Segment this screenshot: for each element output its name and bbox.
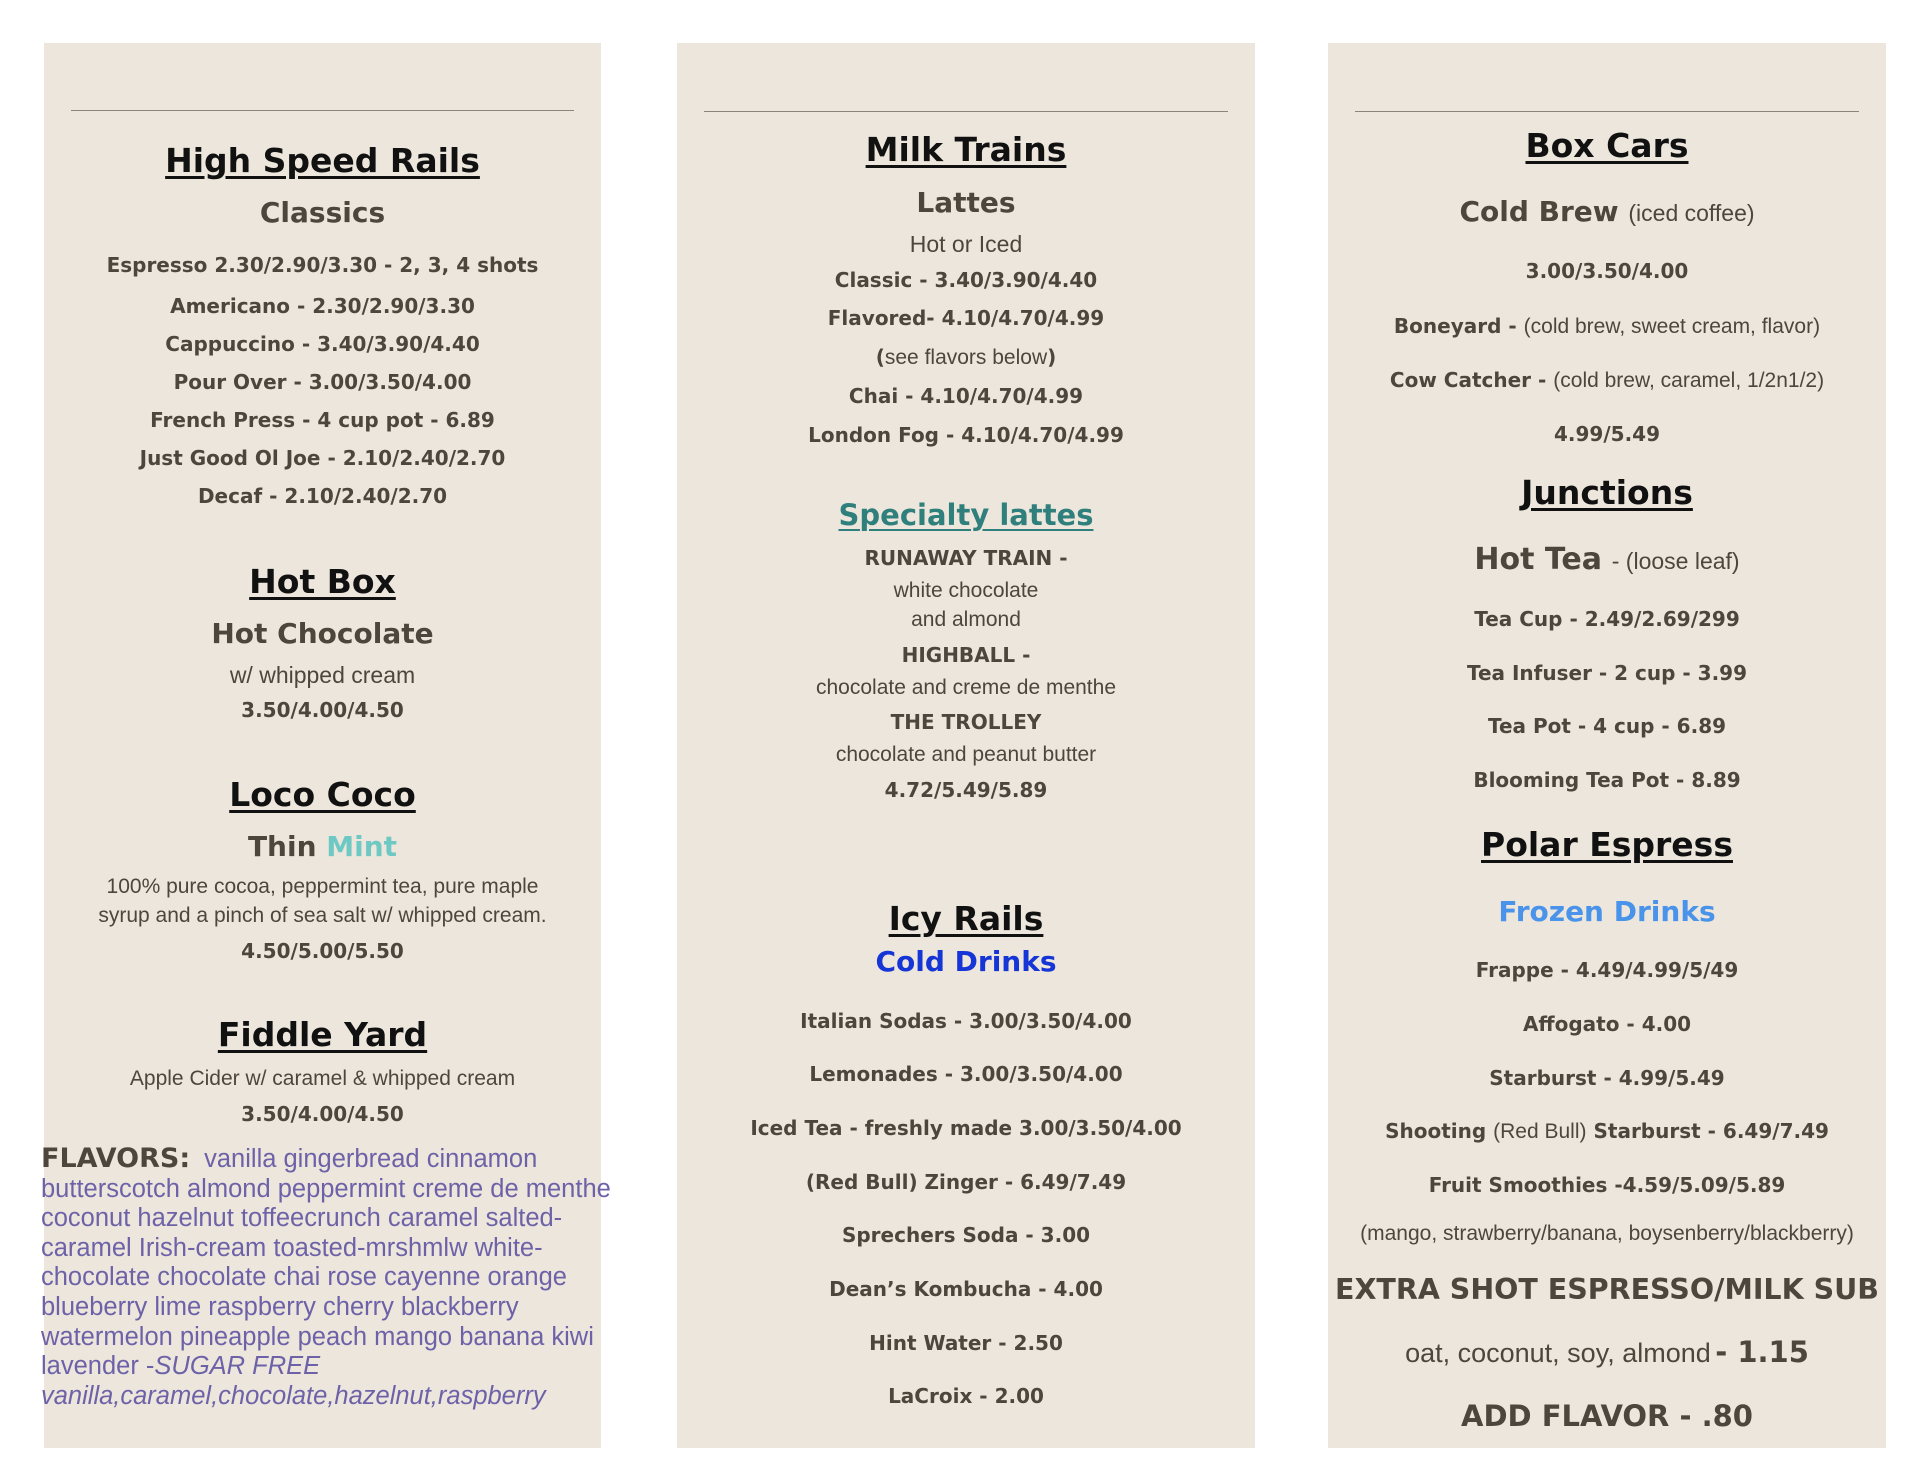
menu-item: Tea Infuser - 2 cup - 3.99 [1466, 661, 1748, 685]
sugar-free-flavors: SUGAR FREE vanilla,caramel,chocolate,hazelnut,raspberry [41, 1352, 546, 1410]
menu-item: Blooming Tea Pot - 8.89 [1473, 768, 1741, 792]
menu-item: Dean’s Kombucha - 4.00 [829, 1277, 1103, 1301]
item-price: 4.72/5.49/5.89 [884, 778, 1048, 802]
menu-item: Cappuccino - 3.40/3.90/4.40 [165, 332, 480, 356]
extra-shot-note: EXTRA SHOT ESPRESSO/MILK SUB [1334, 1273, 1879, 1306]
specialty-description: chocolate and creme de menthe [815, 676, 1117, 699]
flavors-list [41, 1144, 613, 1411]
section-title-high-speed-rails: High Speed Rails [165, 141, 480, 180]
item-description: w/ whipped cream [229, 662, 416, 688]
specialty-name: RUNAWAY TRAIN - [864, 546, 1068, 570]
menu-item: Pour Over - 3.00/3.50/4.00 [173, 370, 472, 394]
section-title-junctions: Junctions [1521, 473, 1693, 512]
menu-item: London Fog - 4.10/4.70/4.99 [808, 423, 1124, 447]
menu-item: (Red Bull) Zinger - 6.49/7.49 [805, 1170, 1127, 1194]
section-title-milk-trains: Milk Trains [865, 130, 1067, 169]
item-price: 3.50/4.00/4.50 [241, 698, 404, 722]
specialty-description: white chocolate [893, 579, 1039, 602]
menu-item: Just Good Ol Joe - 2.10/2.40/2.70 [139, 446, 506, 470]
specialty-description: and almond [911, 608, 1021, 631]
item-price: 4.50/5.00/5.50 [241, 939, 404, 963]
note-hot-or-iced: Hot or Iced [909, 231, 1023, 257]
menu-item: LaCroix - 2.00 [888, 1384, 1044, 1408]
divider-line [1355, 111, 1859, 112]
section-title-hot-box: Hot Box [249, 562, 396, 601]
menu-item: Iced Tea - freshly made 3.00/3.50/4.00 [750, 1116, 1182, 1140]
menu-item: Hint Water - 2.50 [869, 1331, 1063, 1355]
flavors-text: vanilla gingerbread cinnamon butterscotch almond peppermint creme de menthe coconut hazelnut toffeecrunch caramel salted-caramel Irish-cream toasted-mrshmlw white-chocolate chocolate chai rose cayenne orange blueberry lime raspberry cherry blackberry watermelon pineapple peach mango banana kiwi lavender - [41, 1145, 611, 1381]
menu-item: Italian Sodas - 3.00/3.50/4.00 [800, 1009, 1132, 1033]
item-description-line: syrup and a pinch of sea salt w/ whipped cream. [98, 904, 547, 927]
menu-item: Classic - 3.40/3.90/4.40 [834, 268, 1098, 292]
milk-sub-options: oat, coconut, soy, almond - 1.15 [1405, 1335, 1809, 1369]
menu-item: Flavored- 4.10/4.70/4.99 [827, 306, 1105, 330]
subtitle-hot-chocolate: Hot Chocolate [211, 617, 434, 650]
menu-item: Espresso 2.30/2.90/3.30 - 2, 3, 4 shots [106, 253, 539, 277]
menu-item-boneyard: Boneyard - (cold brew, sweet cream, flavor) [1393, 314, 1821, 338]
specialty-name: HIGHBALL - [901, 643, 1031, 667]
menu-item: Frappe - 4.49/4.99/5/49 [1475, 958, 1739, 982]
specialty-description: chocolate and peanut butter [835, 743, 1097, 766]
section-title-specialty-lattes: Specialty lattes [838, 498, 1094, 532]
item-description: Apple Cider w/ caramel & whipped cream [129, 1067, 516, 1090]
menu-item: Starburst - 4.99/5.49 [1489, 1066, 1725, 1090]
add-flavor-note: ADD FLAVOR - .80 [1461, 1399, 1753, 1433]
specialty-name: THE TROLLEY [890, 710, 1042, 734]
see-flavors-note: (see flavors below) [875, 345, 1057, 369]
menu-item-shooting-starburst: Shooting (Red Bull) Starburst - 6.49/7.49 [1385, 1119, 1829, 1143]
menu-item: Affogato - 4.00 [1522, 1012, 1692, 1036]
menu-item: Chai - 4.10/4.70/4.99 [848, 384, 1084, 408]
menu-item-cow-catcher: Cow Catcher - (cold brew, caramel, 1/2n1/2) [1389, 368, 1825, 392]
menu-item: Tea Pot - 4 cup - 6.89 [1487, 714, 1727, 738]
menu-item: Fruit Smoothies -4.59/5.09/5.89 [1428, 1173, 1786, 1197]
subtitle-cold-drinks: Cold Drinks [875, 945, 1057, 978]
menu-item: Decaf - 2.10/2.40/2.70 [197, 484, 448, 508]
menu-item: Tea Cup - 2.49/2.69/299 [1474, 607, 1740, 631]
subtitle-classics: Classics [259, 196, 386, 229]
subtitle-hot-tea: Hot Tea - (loose leaf) [1474, 542, 1740, 577]
section-title-loco-coco: Loco Coco [229, 775, 416, 814]
divider-line [71, 110, 574, 111]
section-title-box-cars: Box Cars [1525, 126, 1689, 165]
divider-line [704, 111, 1228, 112]
subtitle-thin: Thin [247, 830, 317, 863]
subtitle-thin-mint [44, 830, 601, 863]
menu-item: Lemonades - 3.00/3.50/4.00 [809, 1062, 1123, 1086]
subtitle-lattes: Lattes [916, 186, 1016, 219]
section-title-icy-rails: Icy Rails [888, 899, 1044, 938]
section-title-fiddle-yard: Fiddle Yard [217, 1015, 428, 1054]
flavors-label: FLAVORS: [41, 1143, 191, 1174]
menu-item: Sprechers Soda - 3.00 [841, 1223, 1091, 1247]
menu-item: Americano - 2.30/2.90/3.30 [170, 294, 475, 318]
section-title-polar-espress: Polar Espress [1481, 825, 1733, 864]
item-description: (mango, strawberry/banana, boysenberry/blackberry) [1360, 1222, 1854, 1245]
menu-panel-right [1328, 43, 1886, 1448]
item-price: 3.50/4.00/4.50 [241, 1102, 404, 1126]
menu-item: French Press - 4 cup pot - 6.89 [150, 408, 495, 432]
menu-panel-center [677, 43, 1255, 1448]
item-description-line: 100% pure cocoa, peppermint tea, pure maple [106, 875, 539, 898]
subtitle-cold-brew: Cold Brew (iced coffee) [1459, 195, 1755, 228]
item-price: 3.00/3.50/4.00 [1525, 259, 1689, 283]
item-price: 4.99/5.49 [1554, 422, 1660, 446]
subtitle-mint: Mint [326, 830, 398, 863]
subtitle-frozen-drinks: Frozen Drinks [1498, 895, 1716, 928]
